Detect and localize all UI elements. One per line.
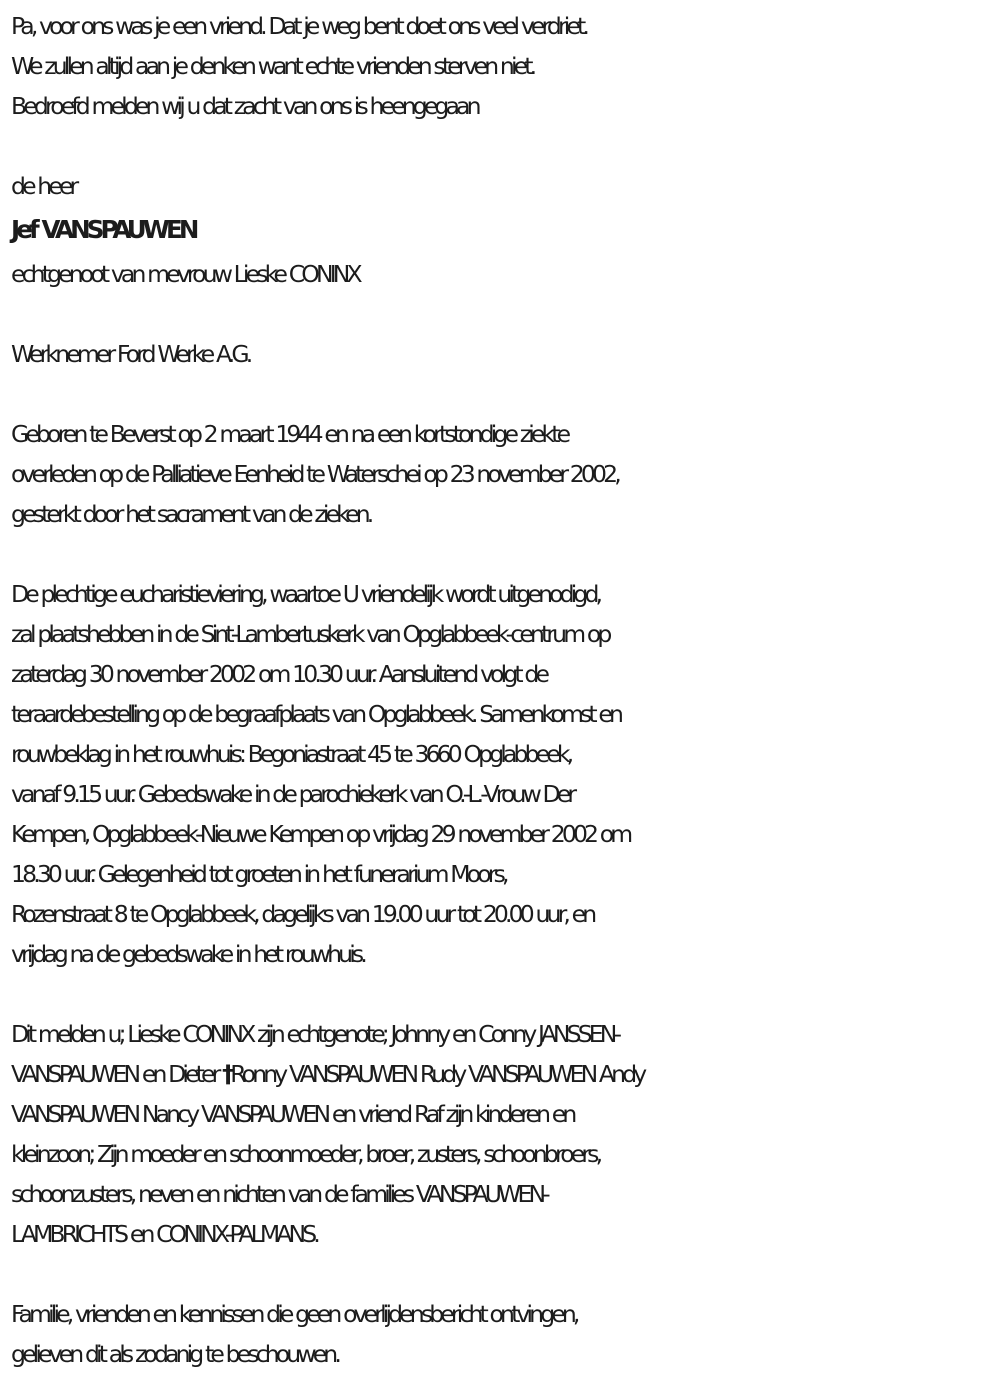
paragraph-gap	[11, 1254, 995, 1294]
family-line-part: VANSPAUWEN en Dieter	[11, 1060, 223, 1088]
ceremony-line: vanaf 9.15 uur. Gebedswake in de parochiekerk van O.-L.-Vrouw Der	[11, 780, 574, 808]
ceremony-line: teraardebestelling op de begraafplaats van Opglabbeek. Samenkomst en	[11, 700, 621, 728]
ceremony-line: Rozenstraat 8 te Opglabbeek, dagelijks van 19.00 uur tot 20.00 uur, en	[11, 900, 594, 928]
intro-line: Bedroefd melden wij u dat zacht van ons is heengegaan	[11, 92, 478, 120]
paragraph-gap	[11, 974, 995, 1014]
birth-death-paragraph	[11, 414, 995, 534]
ceremony-line: vrijdag na de gebedswake in het rouwhuis.	[11, 940, 364, 968]
ceremony-line: zaterdag 30 november 2002 om 10.30 uur. Aansluitend volgt de	[11, 660, 547, 688]
family-line-with-cross	[11, 1054, 995, 1094]
deceased-title: de heer	[11, 172, 76, 200]
closing-line: Familie, vrienden en kennissen die geen overlijdensbericht ontvingen,	[11, 1300, 577, 1328]
ceremony-paragraph	[11, 574, 995, 974]
cross-icon: †	[222, 1060, 231, 1088]
intro-paragraph	[11, 6, 995, 126]
family-line: LAMBRICHTS en CONINX-PALMANS.	[11, 1220, 317, 1248]
family-line: kleinzoon; Zijn moeder en schoonmoeder, broer, zusters, schoonbroers,	[11, 1140, 600, 1168]
deceased-name: Jef VANSPAUWEN	[11, 215, 196, 244]
ceremony-line: De plechtige eucharistieviering, waartoe U vriendelijk wordt uitgenodigd,	[11, 580, 600, 608]
family-line: schoonzusters, neven en nichten van de families VANSPAUWEN-	[11, 1180, 547, 1208]
ceremony-line: zal plaatshebben in de Sint-Lambertuskerk van Opglabbeek-centrum op	[11, 620, 609, 648]
closing-line: gelieven dit als zodanig te beschouwen.	[11, 1340, 338, 1368]
family-paragraph	[11, 1014, 995, 1254]
paragraph-gap	[11, 126, 995, 166]
birth-death-line: gesterkt door het sacrament van de zieken.	[11, 500, 371, 528]
family-line-part: Ronny VANSPAUWEN Rudy VANSPAUWEN Andy	[230, 1060, 644, 1088]
ceremony-line: Kempen, Opglabbeek-Nieuwe Kempen op vrijdag 29 november 2002 om	[11, 820, 630, 848]
closing-paragraph	[11, 1294, 995, 1374]
obituary-document	[11, 6, 995, 1374]
family-line: Dit melden u; Lieske CONINX zijn echtgenote; Johnny en Conny JANSSEN-	[11, 1020, 619, 1048]
birth-death-line: Geboren te Beverst op 2 maart 1944 en na een kortstondige ziekte	[11, 420, 568, 448]
paragraph-gap	[11, 534, 995, 574]
intro-line: Pa, voor ons was je een vriend. Dat je weg bent doet ons veel verdriet.	[11, 12, 587, 40]
ceremony-line: rouwbeklag in het rouwhuis: Begoniastraat 45 te 3660 Opglabbeek,	[11, 740, 571, 768]
ceremony-line: 18.30 uur. Gelegenheid tot groeten in het funerarium Moors,	[11, 860, 506, 888]
intro-line: We zullen altijd aan je denken want echte vrienden sterven niet.	[11, 52, 534, 80]
paragraph-gap	[11, 294, 995, 334]
paragraph-gap	[11, 374, 995, 414]
family-line: VANSPAUWEN Nancy VANSPAUWEN en vriend Raf zijn kinderen en	[11, 1100, 574, 1128]
occupation: Werknemer Ford Werke A.G.	[11, 340, 250, 368]
deceased-block	[11, 166, 995, 294]
deceased-spouse: echtgenoot van mevrouw Lieske CONINX	[11, 260, 359, 288]
birth-death-line: overleden op de Palliatieve Eenheid te Waterschei op 23 november 2002,	[11, 460, 618, 488]
